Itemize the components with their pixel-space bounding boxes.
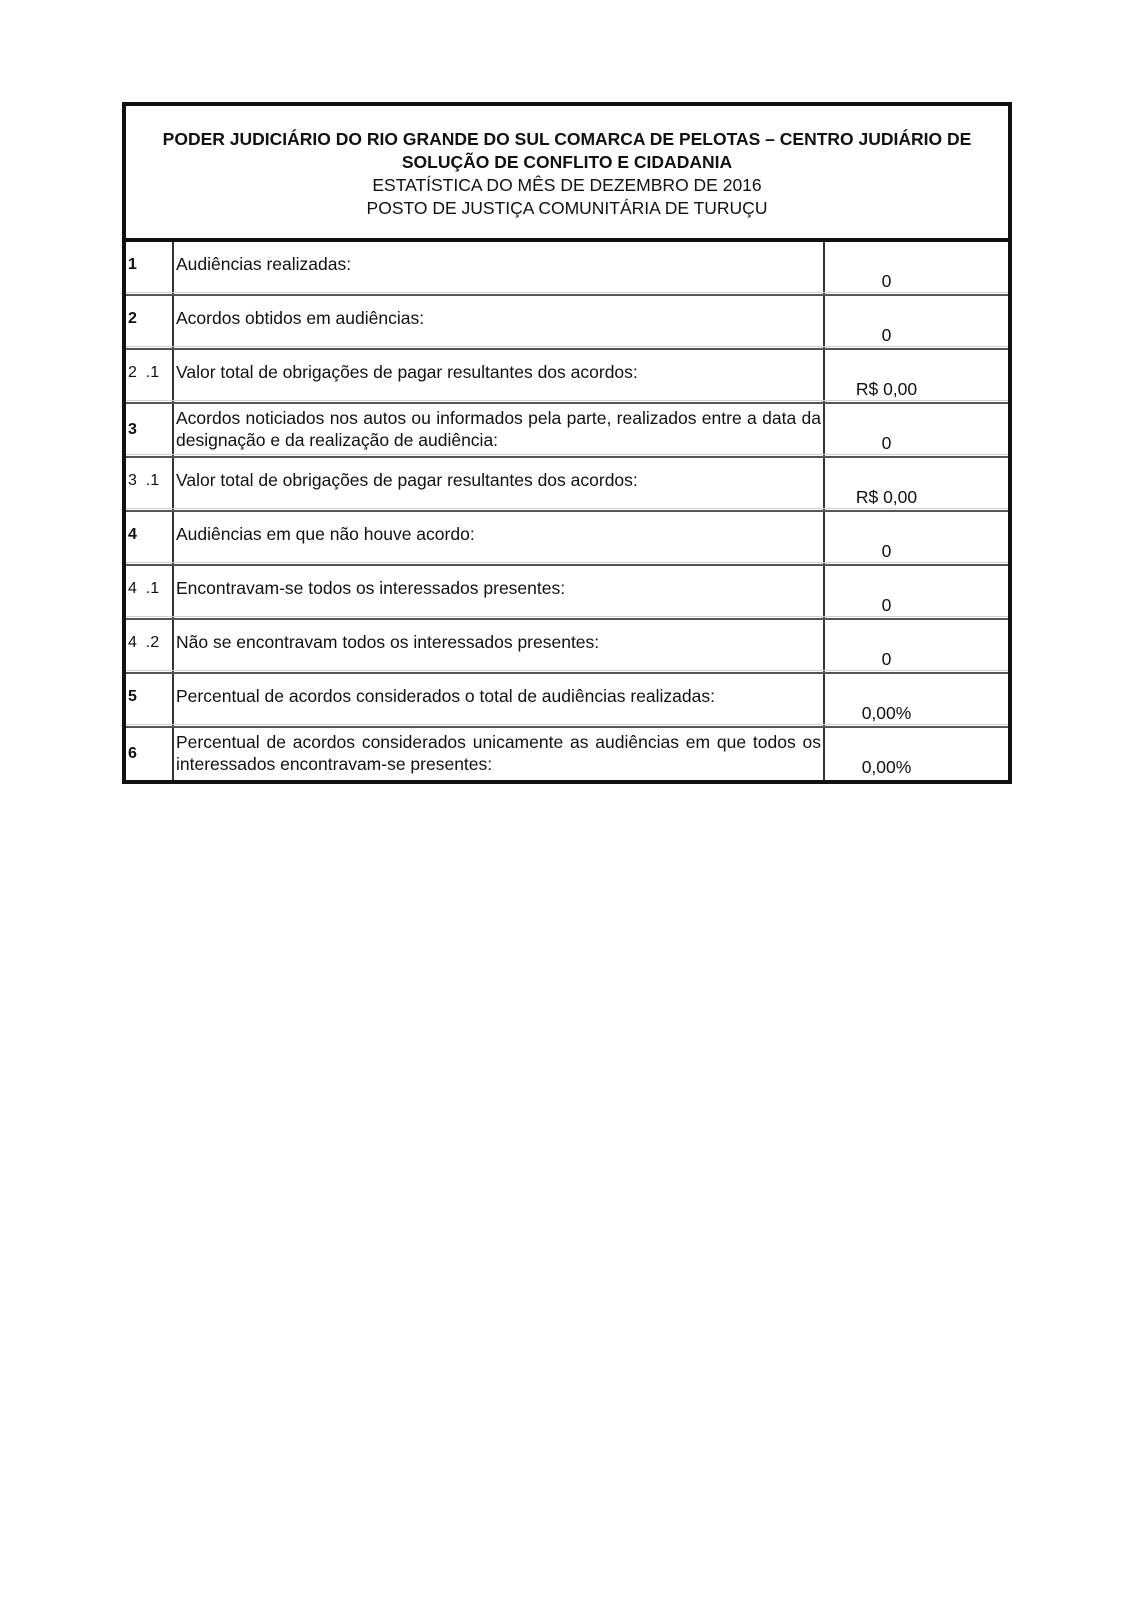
table-row [126,728,1008,780]
row-value: 0,00% [861,703,912,723]
row-label: Valor total de obrigações de pagar resultantes dos acordos: [174,458,825,510]
table-row [126,458,1008,512]
row-value: 0 [881,433,892,453]
row-number: 2 .1 [126,350,174,402]
table-row [126,296,1008,350]
row-value: R$ 0,00 [855,379,918,399]
table-row [126,620,1008,674]
row-value: 0 [881,595,892,615]
row-label: Percentual de acordos considerados unicamente as audiências em que todos os interessados encontravam-se presentes: [174,728,825,780]
statistics-table [122,102,1012,784]
row-label: Encontravam-se todos os interessados presentes: [174,566,825,618]
row-value: 0 [881,325,892,345]
title-line-2: SOLUÇÃO DE CONFLITO E CIDADANIA [401,152,733,172]
row-number: 2 [126,296,174,348]
table-header [126,106,1008,242]
table-row [126,674,1008,728]
row-label: Percentual de acordos considerados o total de audiências realizadas: [174,674,825,726]
table-row [126,350,1008,404]
table-row [126,242,1008,296]
row-number: 4 .1 [126,566,174,618]
row-label: Audiências em que não houve acordo: [174,512,825,564]
row-number: 5 [126,674,174,726]
row-label: Não se encontravam todos os interessados presentes: [174,620,825,672]
row-number: 1 [126,242,174,294]
row-number: 6 [126,728,174,780]
row-number: 3 [126,404,174,456]
row-label: Audiências realizadas: [174,242,825,294]
subtitle-month: ESTATÍSTICA DO MÊS DE DEZEMBRO DE 2016 [372,175,762,195]
row-value: 0,00% [861,757,912,777]
row-number: 4 [126,512,174,564]
row-label: Acordos obtidos em audiências: [174,296,825,348]
table-row [126,512,1008,566]
row-value: 0 [881,541,892,561]
row-value: 0 [881,271,892,291]
row-label: Valor total de obrigações de pagar resultantes dos acordos: [174,350,825,402]
table-row [126,404,1008,458]
title-line-1: PODER JUDICIÁRIO DO RIO GRANDE DO SUL COMARCA DE PELOTAS – CENTRO JUDIÁRIO DE [162,129,972,149]
row-label: Acordos noticiados nos autos ou informados pela parte, realizados entre a data da designação e da realização de audiência: [174,404,825,456]
row-number: 4 .2 [126,620,174,672]
row-value: R$ 0,00 [855,487,918,507]
row-value: 0 [881,649,892,669]
table-row [126,566,1008,620]
row-number: 3 .1 [126,458,174,510]
subtitle-post: POSTO DE JUSTIÇA COMUNITÁRIA DE TURUÇU [366,198,768,218]
table-body [126,242,1008,780]
